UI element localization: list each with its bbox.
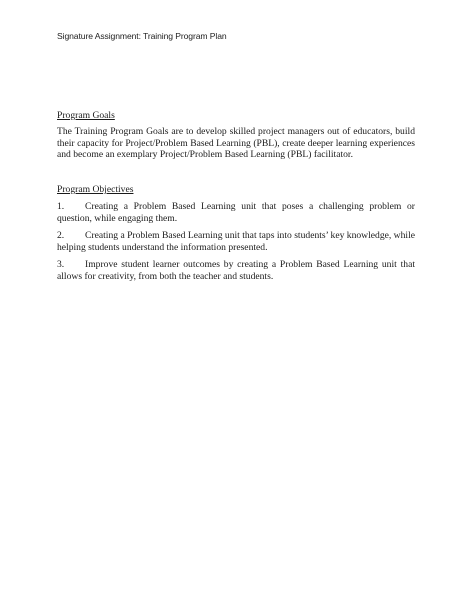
goals-heading: Program Goals [57, 110, 115, 121]
objective-text: Improve student learner outcomes by creating a Problem Based Learning unit that allows for creativity, from both the teacher and students. [57, 259, 415, 282]
objective-text: Creating a Problem Based Learning unit that taps into students’ key knowledge, while helping students understand the information presented. [57, 230, 415, 253]
page-header: Signature Assignment: Training Program Plan [57, 31, 227, 41]
objective-item-3 [57, 259, 415, 282]
objective-number: 3. [57, 259, 65, 270]
objective-item-2 [57, 230, 415, 253]
goals-paragraph: The Training Program Goals are to develop skilled project managers out of educators, build their capacity for Project/Problem Based Learning (PBL), create deeper learning experiences and become an exemplary Project/Problem Based Learning (PBL) facilitator. [57, 126, 415, 160]
objective-number: 2. [57, 230, 65, 241]
objectives-heading: Program Objectives [57, 184, 134, 195]
objective-text: Creating a Problem Based Learning unit that poses a challenging problem or question, while engaging them. [57, 201, 415, 224]
objective-item-1 [57, 201, 415, 224]
objective-number: 1. [57, 201, 65, 212]
